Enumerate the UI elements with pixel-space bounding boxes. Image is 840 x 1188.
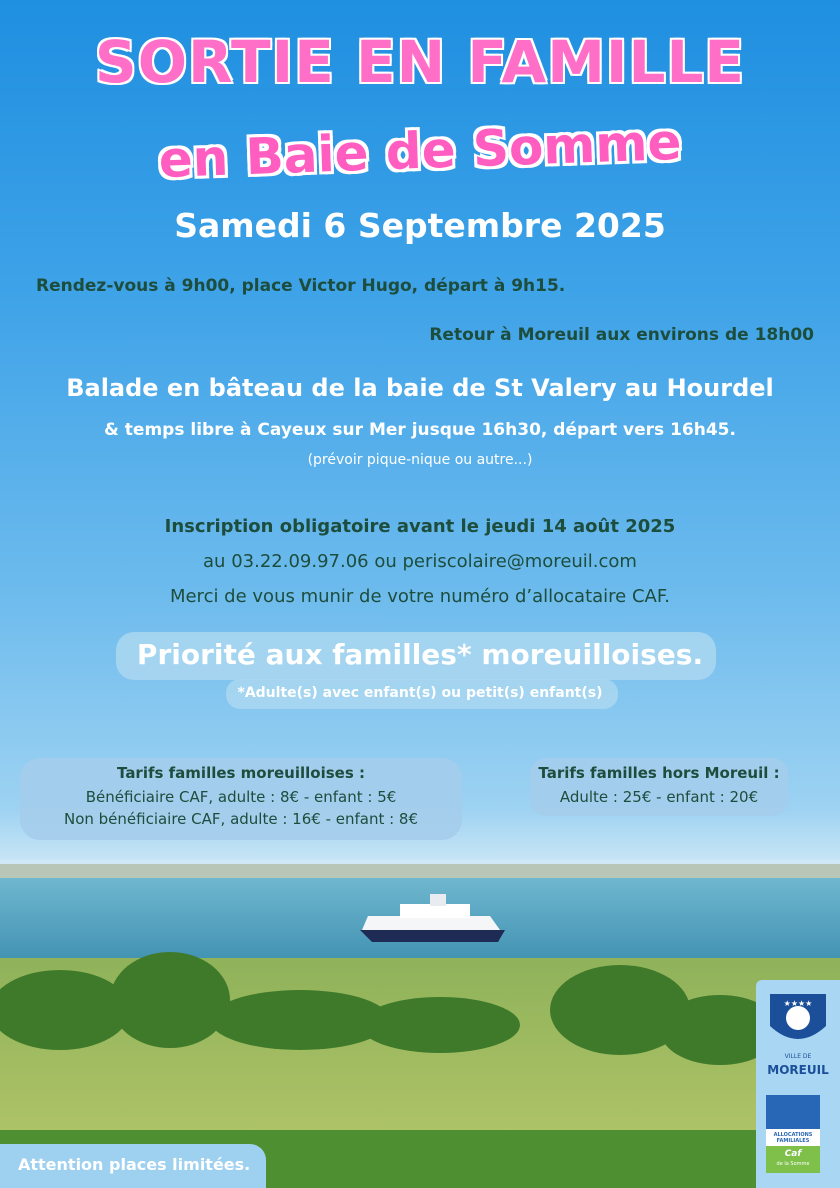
- activity-detail: & temps libre à Cayeux sur Mer jusque 16h30, départ vers 16h45.: [104, 420, 736, 440]
- retour-text: Retour à Moreuil aux environs de 18h00: [429, 325, 814, 345]
- ville-de-label: VILLE DE: [784, 1053, 812, 1060]
- tarifs-hors-heading: Tarifs familles hors Moreuil :: [538, 764, 780, 782]
- activity-headline: Balade en bâteau de la baie de St Valery au Hourdel: [66, 374, 774, 402]
- event-date: Samedi 6 Septembre 2025: [174, 206, 666, 245]
- priority-footnote: *Adulte(s) avec enfant(s) ou petit(s) enfant(s): [237, 685, 603, 701]
- bay-photo: [0, 860, 840, 1188]
- registration-reminder: Merci de vous munir de votre numéro d’allocataire CAF.: [169, 586, 671, 607]
- attention-text: Attention places limitées.: [18, 1155, 251, 1174]
- registration-contact: au 03.22.09.97.06 ou periscolaire@moreuil.com: [203, 551, 637, 572]
- svg-text:★★★★: ★★★★: [783, 999, 813, 1008]
- tarifs-moreuil-panel: [20, 758, 462, 840]
- moreuil-crest-icon: [756, 980, 840, 1060]
- caf-name: Caf: [784, 1149, 802, 1159]
- title-line2: en Baie de Somme: [157, 112, 683, 190]
- tarif-line: Non bénéficiaire CAF, adulte : 16€ - enfant : 8€: [63, 810, 419, 828]
- tarifs-hors-panel: [530, 758, 788, 816]
- title-line1: SORTIE EN FAMILLE: [94, 28, 746, 96]
- rendezvous-text: Rendez-vous à 9h00, place Victor Hugo, départ à 9h15.: [36, 276, 566, 296]
- tarif-line: Adulte : 25€ - enfant : 20€: [559, 788, 759, 806]
- priority-headline: Priorité aux familles* moreuilloises.: [136, 638, 704, 671]
- activity-note: (prévoir pique-nique ou autre...): [307, 452, 533, 468]
- caf-logo-top: [766, 1095, 820, 1129]
- registration-deadline: Inscription obligatoire avant le jeudi 14 août 2025: [164, 516, 676, 537]
- tarifs-moreuil-heading: Tarifs familles moreuilloises :: [117, 764, 365, 782]
- caf-sub: de la Somme: [776, 1161, 810, 1167]
- caf-alloc-label: ALLOCATIONS FAMILIALES: [773, 1132, 813, 1144]
- tarif-line: Bénéficiaire CAF, adulte : 8€ - enfant : 5€: [85, 788, 397, 806]
- moreuil-logo-text: MOREUIL: [767, 1063, 829, 1077]
- distant-shore: [0, 864, 840, 878]
